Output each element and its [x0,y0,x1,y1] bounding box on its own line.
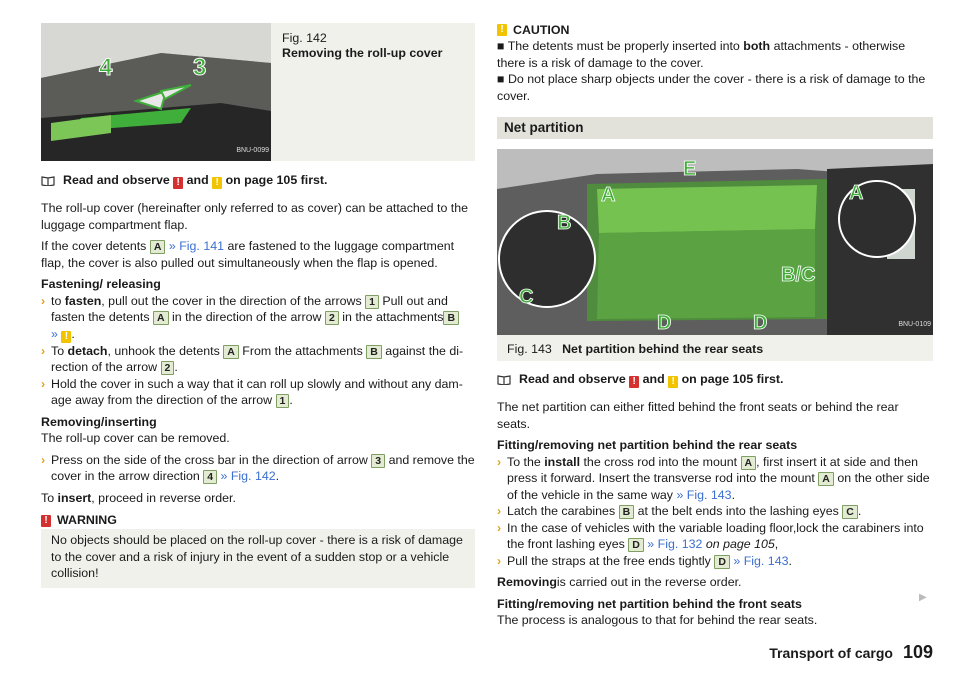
figure-143 [497,149,933,361]
callout-b: B [557,212,572,234]
callout-4: 4 [99,54,113,81]
figure-143-code: BNU-0109 [898,320,931,328]
figure-142-caption [282,31,442,61]
warning-icon: ! [629,376,639,388]
footer-section: Transport of cargo [769,645,893,661]
ref-fig132[interactable]: » Fig. 132 [647,537,703,551]
figure-142-image [41,23,271,161]
caution-icon: ! [668,376,678,388]
figure-143-caption [507,341,763,358]
intro-paragraph: The net partition can either fitted behind the front seats or behind the rear seats. [497,400,899,431]
warning-text: No objects should be placed on the roll-up cover - there is a risk of damage to the cover and a risk of injury in the event of a sudden stop or a vehicle collision! [51,533,463,580]
list-item: › to fasten, pull out the cover in the direction of the arrows 1 Pull out and fasten the detents A in the direction of the arrow 2 in the attachments B » ! . [41,293,475,343]
front-text: The process is analogous to that for behind the rear seats. [497,613,818,627]
figure-142-number: Fig. 142 [282,31,327,45]
caution-icon: ! [212,177,222,189]
ref-fig143[interactable]: » Fig. 143 [676,487,732,502]
list-item: › To the install the cross rod into the mount A , first insert it at side and then press it forward. Insert the transverse rod into the mount A on the other side of the vehicle in the same way » Fig. 143. [497,454,930,502]
figure-142-title: Removing the roll-up cover [282,46,443,60]
next-page-arrow-icon: ▶ [919,592,927,603]
list-item: › In the case of vehicles with the variable loading floor,lock the carabiners into the front lashing eyes D » Fig. 132 on page 105, [497,520,924,551]
warning-icon: ! [41,515,51,527]
removing-heading: Removing/inserting [41,414,157,429]
removing-paragraph: Removingis carried out in the reverse order. [497,575,742,589]
figure-143-number: Fig. 143 [507,342,552,356]
book-icon [497,374,511,385]
list-item: › Press on the side of the cross bar in the direction of arrow 3 and remove the cover in the arrow direction 4 » Fig. 142. [41,452,475,483]
fastening-heading: Fastening/ releasing [41,277,161,291]
caution-item-2: ■ Do not place sharp objects under the cover - there is a risk of damage to the cover. [497,72,926,103]
warning-icon: ! [173,177,183,189]
callout-d-left: D [657,312,672,334]
intro-paragraph: The roll-up cover (hereinafter only referred to as cover) can be attached to the luggage compartment flap. [41,201,469,232]
warning-header: ! WARNING [41,512,475,529]
caution-icon: ! [61,331,71,343]
list-item: › Pull the straps at the free ends tightly D » Fig. 143. [497,553,792,568]
list-item: › Latch the carabines B at the belt ends into the lashing eyes C . [497,504,862,518]
list-item: › To detach, unhook the detents A From the attachments B against the di- rection of the arrow 2 . [41,343,464,374]
figure-142 [41,23,475,161]
section-title: Net partition [497,117,933,139]
caution-header: ! CAUTION [497,22,933,38]
caution-icon: ! [497,24,507,36]
callout-3: 3 [193,54,207,81]
ref-fig141[interactable]: » Fig. 141 [168,239,224,253]
detents-paragraph: If the cover detents A » Fig. 141 are fastened to the luggage compartment flap, the cover is also pulled out simultaneously when the flap is opened. [41,239,455,270]
book-icon [41,175,55,186]
callout-a-right: A [849,182,864,204]
fit-heading: Fitting/removing net partition behind the rear seats [497,438,798,452]
callout-a-left: A [601,184,616,206]
ref-fig142[interactable]: » Fig. 142 [220,469,276,483]
list-item: › Hold the cover in such a way that it can roll up slowly and without any dam- age away from the direction of the arrow 1 . [41,376,463,407]
callout-c: C [519,286,534,308]
read-observe-note: Read and observe ! and ! on page 105 first. [41,172,475,189]
removing-text: The roll-up cover can be removed. [41,431,230,445]
insert-paragraph: To insert, proceed in reverse order. [41,490,236,505]
front-heading: Fitting/removing net partition behind the front seats [497,596,802,611]
figure-142-code: BNU-0099 [236,146,269,154]
callout-e: E [683,158,697,180]
caution-item-1: ■ The detents must be properly inserted into both attachments - otherwise there is a risk of damage to the cover. [497,39,906,70]
figure-143-title: Net partition behind the rear seats [562,342,764,356]
page-footer [769,644,933,662]
figure-143-image [497,149,933,335]
callout-b-c: B/C [781,264,816,286]
read-observe-note: Read and observe ! and ! on page 105 first. [497,371,933,388]
callout-d-right: D [753,312,768,334]
page-number: 109 [902,642,933,662]
warning-box [41,512,475,588]
ref-fig143[interactable]: » Fig. 143 [733,553,789,568]
